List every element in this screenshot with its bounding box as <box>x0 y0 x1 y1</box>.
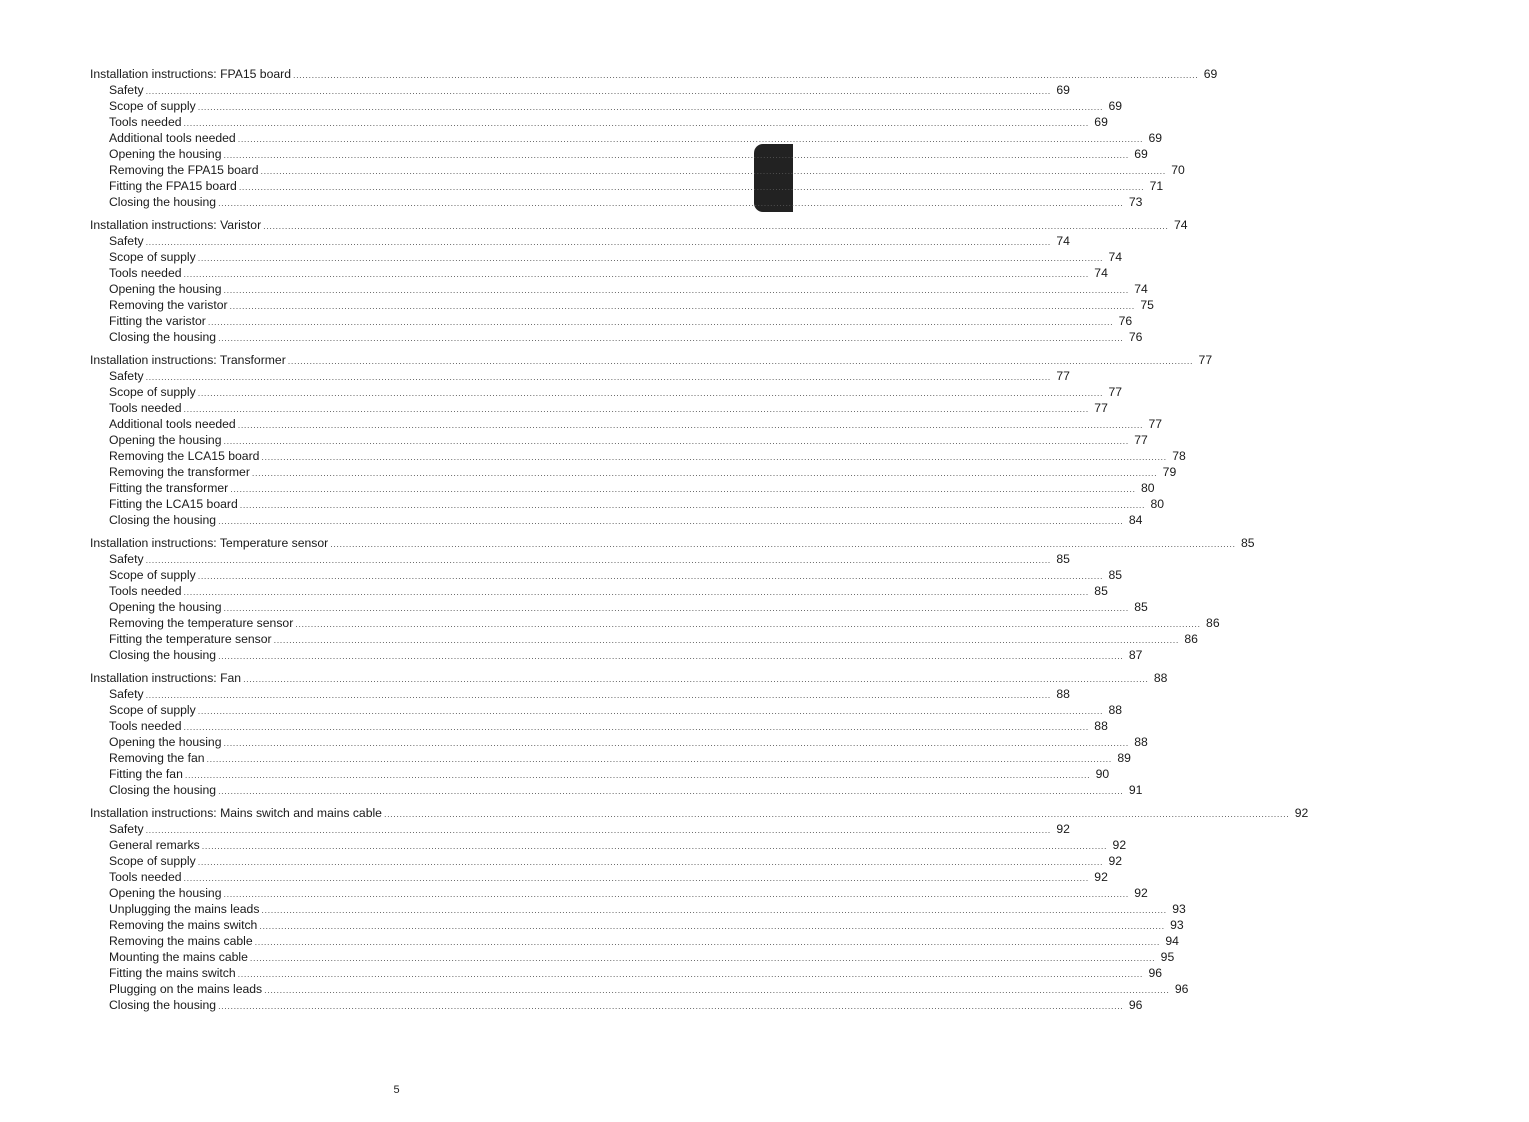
dot-leader <box>240 497 1145 513</box>
toc-entry-page: 88 <box>1153 671 1168 685</box>
toc-entry-page: 74 <box>1094 266 1108 280</box>
toc-entry[interactable] <box>90 448 1186 464</box>
toc-entry-title: Removing the FPA15 board <box>109 163 259 177</box>
dot-leader <box>224 600 1129 616</box>
toc-entry-page: 73 <box>1128 195 1143 209</box>
toc-entry[interactable] <box>90 384 1123 400</box>
toc-entry-page: 96 <box>1128 998 1143 1012</box>
toc-entry-title: Scope of supply <box>109 250 196 264</box>
toc-entry-page: 91 <box>1128 783 1143 797</box>
dot-leader <box>184 266 1089 282</box>
toc-entry-title: Safety <box>109 83 144 97</box>
toc-entry-page: 80 <box>1150 497 1165 511</box>
dot-leader <box>238 966 1143 982</box>
toc-entry-page: 94 <box>1165 934 1179 948</box>
toc-entry-title: Closing the housing <box>109 648 217 662</box>
toc-entry-page: 92 <box>1094 870 1108 884</box>
toc-entry[interactable] <box>90 837 1127 853</box>
toc-entry[interactable] <box>90 750 1131 766</box>
toc-entry-title: Installation instructions: Varistor <box>90 218 262 232</box>
toc-entry-title: Removing the transformer <box>109 465 250 479</box>
toc-entry-page: 79 <box>1162 465 1177 479</box>
dot-leader <box>146 83 1051 99</box>
toc-entry-title: Fitting the LCA15 board <box>109 497 238 511</box>
dot-leader <box>230 481 1135 497</box>
dot-leader <box>198 568 1103 584</box>
toc-entry-page: 70 <box>1171 163 1185 177</box>
toc-entry-title: Fitting the temperature sensor <box>109 632 272 646</box>
toc-entry-title: Removing the varistor <box>109 298 228 312</box>
toc-entry-title: Opening the housing <box>109 886 222 900</box>
toc-entry-page: 93 <box>1172 902 1186 916</box>
toc-entry-title: Tools needed <box>109 266 182 280</box>
toc-entry[interactable] <box>90 496 1165 512</box>
toc-entry-title: Safety <box>109 687 144 701</box>
toc-entry-title: Installation instructions: Temperature sensor <box>90 536 329 550</box>
toc-section-heading[interactable] <box>90 535 1255 551</box>
toc-entry-page: 77 <box>1148 417 1163 431</box>
toc-entry-title: Installation instructions: Fan <box>90 671 242 685</box>
toc-entry[interactable] <box>90 718 1108 734</box>
toc-entry-title: Additional tools needed <box>109 417 236 431</box>
toc-entry-page: 85 <box>1241 536 1255 550</box>
dot-leader <box>255 934 1160 950</box>
toc-entry[interactable] <box>90 853 1123 869</box>
toc-entry-page: 78 <box>1172 449 1186 463</box>
dot-leader <box>146 687 1051 703</box>
dot-leader <box>293 67 1198 83</box>
toc-entry[interactable] <box>90 933 1179 949</box>
toc-entry-title: Fitting the FPA15 board <box>109 179 237 193</box>
toc-entry-page: 69 <box>1056 83 1070 97</box>
toc-entry-title: Tools needed <box>109 401 182 415</box>
toc-entry-title: Closing the housing <box>109 513 217 527</box>
toc-entry-page: 87 <box>1128 648 1143 662</box>
dot-leader <box>264 982 1169 998</box>
dot-leader <box>198 385 1103 401</box>
dot-leader <box>146 369 1051 385</box>
toc-entry[interactable] <box>90 782 1143 798</box>
toc-section <box>90 352 1213 528</box>
toc-entry-title: Opening the housing <box>109 147 222 161</box>
toc-section-heading[interactable] <box>90 805 1309 821</box>
toc-entry[interactable] <box>90 949 1175 965</box>
dot-leader <box>185 767 1090 783</box>
toc-entry[interactable] <box>90 281 1148 297</box>
toc-entry[interactable] <box>90 997 1143 1013</box>
dot-leader <box>146 552 1051 568</box>
dot-leader <box>224 433 1129 449</box>
toc-entry-title: Closing the housing <box>109 998 217 1012</box>
toc-entry-title: Opening the housing <box>109 600 222 614</box>
dot-leader <box>218 195 1123 211</box>
toc-entry[interactable] <box>90 329 1143 345</box>
toc-entry[interactable] <box>90 313 1133 329</box>
toc-entry-title: Fitting the fan <box>109 767 183 781</box>
toc-entry-page: 86 <box>1206 616 1220 630</box>
toc-entry[interactable] <box>90 416 1163 432</box>
toc-entry-title: Scope of supply <box>109 99 196 113</box>
toc-entry-title: Fitting the mains switch <box>109 966 236 980</box>
dot-leader <box>184 719 1089 735</box>
toc-entry-page: 92 <box>1134 886 1148 900</box>
toc-entry-page: 69 <box>1108 99 1123 113</box>
toc-entry[interactable] <box>90 869 1108 885</box>
toc-entry-title: Fitting the varistor <box>109 314 206 328</box>
dot-leader <box>263 218 1168 234</box>
toc-entry-title: Installation instructions: Mains switch and mains cable <box>90 806 382 820</box>
toc-entry-page: 77 <box>1134 433 1148 447</box>
dot-leader <box>146 822 1051 838</box>
toc-entry-title: Opening the housing <box>109 735 222 749</box>
toc-entry-title: Scope of supply <box>109 703 196 717</box>
toc-entry[interactable] <box>90 249 1123 265</box>
dot-leader <box>261 163 1166 179</box>
toc-entry-title: Removing the mains switch <box>109 918 258 932</box>
dot-leader <box>261 902 1166 918</box>
dot-leader <box>202 838 1107 854</box>
toc-entry-page: 77 <box>1108 385 1123 399</box>
toc-entry[interactable] <box>90 265 1108 281</box>
toc-entry-page: 96 <box>1174 982 1189 996</box>
toc-entry[interactable] <box>90 368 1070 384</box>
toc-entry-title: Scope of supply <box>109 385 196 399</box>
toc-entry-page: 86 <box>1184 632 1198 646</box>
toc-entry[interactable] <box>90 146 1148 162</box>
toc-entry-page: 77 <box>1198 353 1213 367</box>
dot-leader <box>198 854 1103 870</box>
toc-section <box>90 535 1255 663</box>
toc-entry[interactable] <box>90 130 1163 146</box>
toc-entry-title: General remarks <box>109 838 200 852</box>
dot-leader <box>288 353 1193 369</box>
toc-section-heading[interactable] <box>90 670 1168 686</box>
toc-entry-title: Fitting the transformer <box>109 481 229 495</box>
toc-entry-title: Plugging on the mains leads <box>109 982 263 996</box>
dot-leader <box>238 131 1143 147</box>
toc-entry-title: Mounting the mains cable <box>109 950 248 964</box>
toc-entry-title: Closing the housing <box>109 330 217 344</box>
toc-entry-page: 76 <box>1128 330 1143 344</box>
toc-entry[interactable] <box>90 178 1164 194</box>
dot-leader <box>238 417 1143 433</box>
toc-entry-title: Safety <box>109 369 144 383</box>
dot-leader <box>330 536 1235 552</box>
toc-entry-title: Installation instructions: FPA15 board <box>90 67 291 81</box>
toc-entry[interactable] <box>90 400 1108 416</box>
page-number: 5 <box>393 1084 400 1096</box>
toc-entry-title: Tools needed <box>109 719 182 733</box>
language-badge <box>1511 306 1529 333</box>
toc-entry[interactable] <box>90 98 1123 114</box>
toc-entry-page: 69 <box>1094 115 1108 129</box>
dot-leader <box>259 918 1164 934</box>
toc-entry-page: 88 <box>1056 687 1070 701</box>
toc-section-heading[interactable] <box>90 352 1213 368</box>
toc-entry-page: 74 <box>1108 250 1123 264</box>
dot-leader <box>243 671 1148 687</box>
toc-entry[interactable] <box>90 965 1163 981</box>
toc-entry-page: 88 <box>1134 735 1148 749</box>
language-label: GB <box>1514 312 1526 327</box>
toc-entry-title: Opening the housing <box>109 282 222 296</box>
toc-entry[interactable] <box>90 432 1148 448</box>
toc-entry[interactable] <box>90 734 1148 750</box>
toc-entry-page: 77 <box>1056 369 1070 383</box>
toc-entry-title: Safety <box>109 822 144 836</box>
toc-entry-title: Tools needed <box>109 115 182 129</box>
toc-entry-page: 69 <box>1148 131 1163 145</box>
toc-entry-page: 74 <box>1173 218 1188 232</box>
toc-entry-title: Removing the temperature sensor <box>109 616 294 630</box>
toc-entry[interactable] <box>90 885 1148 901</box>
toc-section-heading[interactable] <box>90 217 1188 233</box>
toc-entry-title: Removing the fan <box>109 751 205 765</box>
toc-section <box>90 805 1309 1013</box>
dot-leader <box>218 513 1123 529</box>
toc-entry-page: 74 <box>1056 234 1070 248</box>
toc-entry-page: 92 <box>1294 806 1309 820</box>
toc-entry[interactable] <box>90 233 1070 249</box>
dot-leader <box>218 648 1123 664</box>
toc-entry-title: Safety <box>109 552 144 566</box>
toc-entry[interactable] <box>90 821 1070 837</box>
toc-entry-page: 74 <box>1134 282 1148 296</box>
toc-entry-page: 69 <box>1203 67 1218 81</box>
toc-entry-page: 93 <box>1170 918 1184 932</box>
toc-entry-page: 85 <box>1134 600 1148 614</box>
toc-entry-page: 77 <box>1094 401 1108 415</box>
toc-entry[interactable] <box>90 981 1189 997</box>
toc-entry[interactable] <box>90 631 1198 647</box>
dot-leader <box>184 584 1089 600</box>
toc-entry[interactable] <box>90 194 1143 210</box>
toc-entry[interactable] <box>90 567 1123 583</box>
dot-leader <box>184 870 1089 886</box>
toc-entry[interactable] <box>90 480 1155 496</box>
toc-entry-title: Safety <box>109 234 144 248</box>
dot-leader <box>274 632 1179 648</box>
toc-section-heading[interactable] <box>90 66 1218 82</box>
toc-entry-page: 96 <box>1148 966 1163 980</box>
toc-entry-page: 85 <box>1108 568 1123 582</box>
dot-leader <box>208 314 1113 330</box>
toc-entry[interactable] <box>90 917 1184 933</box>
toc-entry[interactable] <box>90 615 1220 631</box>
dot-leader <box>224 886 1129 902</box>
toc-entry-page: 84 <box>1128 513 1143 527</box>
toc-entry[interactable] <box>90 551 1070 567</box>
toc-entry-page: 80 <box>1141 481 1155 495</box>
toc-entry-title: Removing the LCA15 board <box>109 449 260 463</box>
toc-entry-title: Installation instructions: Transformer <box>90 353 286 367</box>
toc-entry[interactable] <box>90 583 1108 599</box>
dot-leader <box>224 282 1129 298</box>
dot-leader <box>207 751 1112 767</box>
dot-leader <box>384 806 1289 822</box>
table-of-contents <box>90 66 1309 1020</box>
toc-entry-page: 95 <box>1160 950 1175 964</box>
dot-leader <box>198 250 1103 266</box>
toc-entry-page: 69 <box>1134 147 1148 161</box>
toc-entry[interactable] <box>90 114 1108 130</box>
toc-entry-page: 76 <box>1118 314 1133 328</box>
dot-leader <box>218 783 1123 799</box>
toc-entry[interactable] <box>90 464 1177 480</box>
dot-leader <box>295 616 1200 632</box>
dot-leader <box>250 950 1155 966</box>
toc-entry-page: 71 <box>1149 179 1164 193</box>
toc-entry[interactable] <box>90 297 1154 313</box>
toc-entry[interactable] <box>90 686 1070 702</box>
toc-entry-title: Scope of supply <box>109 568 196 582</box>
toc-entry-page: 92 <box>1112 838 1127 852</box>
toc-section <box>90 670 1168 798</box>
toc-entry[interactable] <box>90 512 1143 528</box>
dot-leader <box>261 449 1166 465</box>
toc-entry-page: 88 <box>1094 719 1108 733</box>
dot-leader <box>198 99 1103 115</box>
toc-entry[interactable] <box>90 82 1070 98</box>
toc-entry-title: Scope of supply <box>109 854 196 868</box>
dot-leader <box>239 179 1144 195</box>
toc-entry-title: Closing the housing <box>109 783 217 797</box>
toc-entry-page: 92 <box>1108 854 1123 868</box>
toc-entry-page: 85 <box>1094 584 1108 598</box>
dot-leader <box>184 401 1089 417</box>
toc-entry-title: Tools needed <box>109 584 182 598</box>
toc-entry[interactable] <box>90 162 1185 178</box>
dot-leader <box>184 115 1089 131</box>
toc-entry-title: Closing the housing <box>109 195 217 209</box>
toc-entry-title: Opening the housing <box>109 433 222 447</box>
toc-section <box>90 66 1218 210</box>
toc-entry-title: Tools needed <box>109 870 182 884</box>
dot-leader <box>252 465 1157 481</box>
toc-entry[interactable] <box>90 599 1148 615</box>
toc-entry[interactable] <box>90 647 1143 663</box>
toc-entry-page: 89 <box>1117 751 1131 765</box>
toc-entry-title: Additional tools needed <box>109 131 236 145</box>
toc-entry-page: 85 <box>1056 552 1070 566</box>
toc-entry-page: 90 <box>1095 767 1110 781</box>
toc-entry-page: 75 <box>1140 298 1154 312</box>
toc-entry[interactable] <box>90 702 1123 718</box>
dot-leader <box>224 147 1129 163</box>
toc-entry-page: 92 <box>1056 822 1070 836</box>
toc-entry-page: 88 <box>1108 703 1123 717</box>
toc-section <box>90 217 1188 345</box>
toc-entry-title: Removing the mains cable <box>109 934 253 948</box>
toc-entry-title: Unplugging the mains leads <box>109 902 260 916</box>
dot-leader <box>218 998 1123 1014</box>
dot-leader <box>146 234 1051 250</box>
dot-leader <box>230 298 1135 314</box>
toc-entry[interactable] <box>90 766 1110 782</box>
dot-leader <box>198 703 1103 719</box>
dot-leader <box>224 735 1129 751</box>
toc-entry[interactable] <box>90 901 1186 917</box>
dot-leader <box>218 330 1123 346</box>
